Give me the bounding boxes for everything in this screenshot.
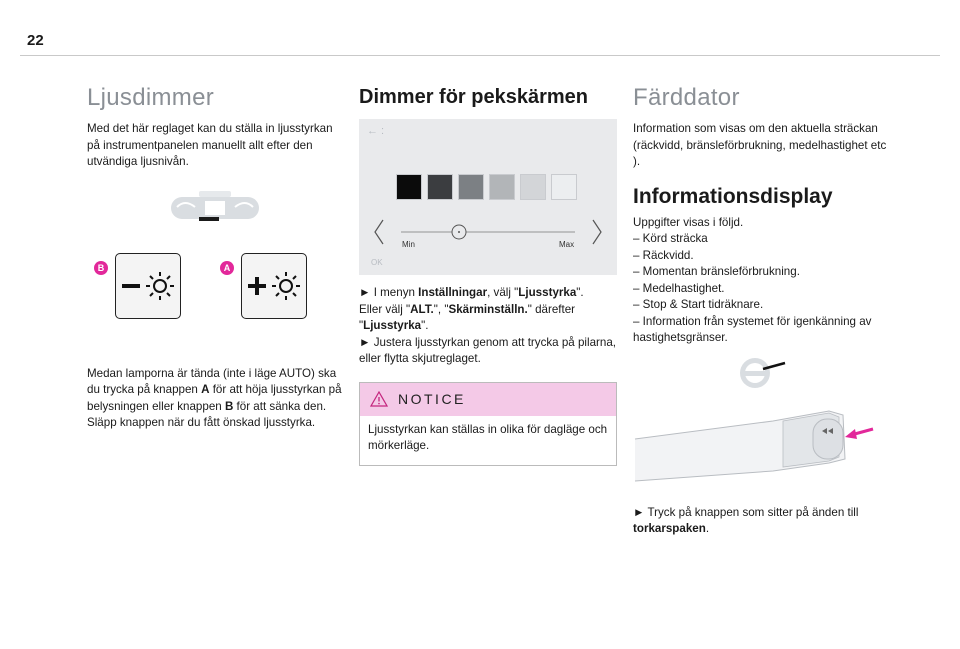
brightness-swatches [396,174,577,200]
notice-body: Ljusstyrkan kan ställas in olika för dagläge och mörkerläge. [368,422,608,452]
wiper-stalk-icon [633,401,889,501]
pekskarm-step-2: ► Justera ljusstyrkan genom att trycka på pilarna, eller flytta skjutreglaget. [359,335,616,365]
display-items-list [633,231,889,347]
list-item: – Räckvidd. [633,248,694,262]
column-farddator [633,70,889,538]
dimmer-buttons-illustration [87,181,343,361]
badge-b: B [94,261,108,275]
brightness-swatch [551,174,577,200]
notice-header [360,383,616,416]
screen-ok-label: OK [371,258,383,267]
farddator-intro: Information som visas om den aktuella sträckan (räckvidd, bränsleförbrukning, medelhastighet etc ). [633,122,887,168]
warning-triangle-icon [370,391,388,407]
header-divider [20,55,940,56]
section-title-ljusdimmer: Ljusdimmer [87,84,215,111]
instrument-cluster-icon [169,189,261,227]
badge-a: A [220,261,234,275]
pekskarm-step-1: ► I menyn Inställningar, välj "Ljusstyrka". Eller välj "ALT.", "Skärminställn." därefter "Ljusstyrka". [359,286,584,332]
page-number: 22 [27,32,44,49]
slider-min-label: Min [402,240,415,249]
section-title-farddator: Färddator [633,84,740,111]
notice-title: NOTICE [398,391,466,407]
informationsdisplay-intro: Uppgifter visas i följd. [633,215,744,229]
brightness-swatch [427,174,453,200]
brightness-swatch [396,174,422,200]
list-item: – Stop & Start tidräknare. [633,298,764,311]
slider-max-label: Max [559,240,575,249]
dimmer-decrease-button [115,253,181,319]
column-dimmer-pekskarm [359,70,617,466]
brightness-swatch [520,174,546,200]
section-title-dimmer-pekskarm: Dimmer för pekskärmen [359,86,588,108]
steering-wheel-icon [633,353,889,393]
plus-sun-icon [242,254,305,317]
ljusdimmer-instructions: Medan lamporna är tända (inte i läge AUTO) ska du trycka på knappen A för att höja ljusstyrkan på belysningen eller knappen B för att sänka den. Släpp knappen när du fått önskad ljusstyrka. [87,366,342,429]
wiper-stalk-illustration [633,401,889,501]
list-item: – Information från systemet för igenkänning av hastighetsgränser. [633,314,872,344]
list-item: – Medelhastighet. [633,281,725,295]
list-item: – Momentan bränsleförbrukning. [633,265,800,278]
column-ljusdimmer [87,70,343,432]
brightness-swatch [458,174,484,200]
ljusdimmer-intro: Med det här reglaget kan du ställa in ljusstyrkan på instrumentpanelen manuellt allt efter den utvändiga ljusnivån. [87,122,333,168]
section-title-informationsdisplay: Informationsdisplay [633,184,833,208]
minus-sun-icon [116,254,179,317]
touchscreen-brightness-screen [359,119,617,275]
torkarspak-step: ► Tryck på knappen som sitter på änden till torkarspaken. [633,505,859,535]
dimmer-increase-button [241,253,307,319]
screen-back-label: ← : [367,125,385,137]
list-item: – Körd sträcka [633,232,708,245]
brightness-slider [359,214,617,254]
notice-box [359,382,617,466]
brightness-swatch [489,174,515,200]
steering-wheel-illustration [633,353,889,393]
